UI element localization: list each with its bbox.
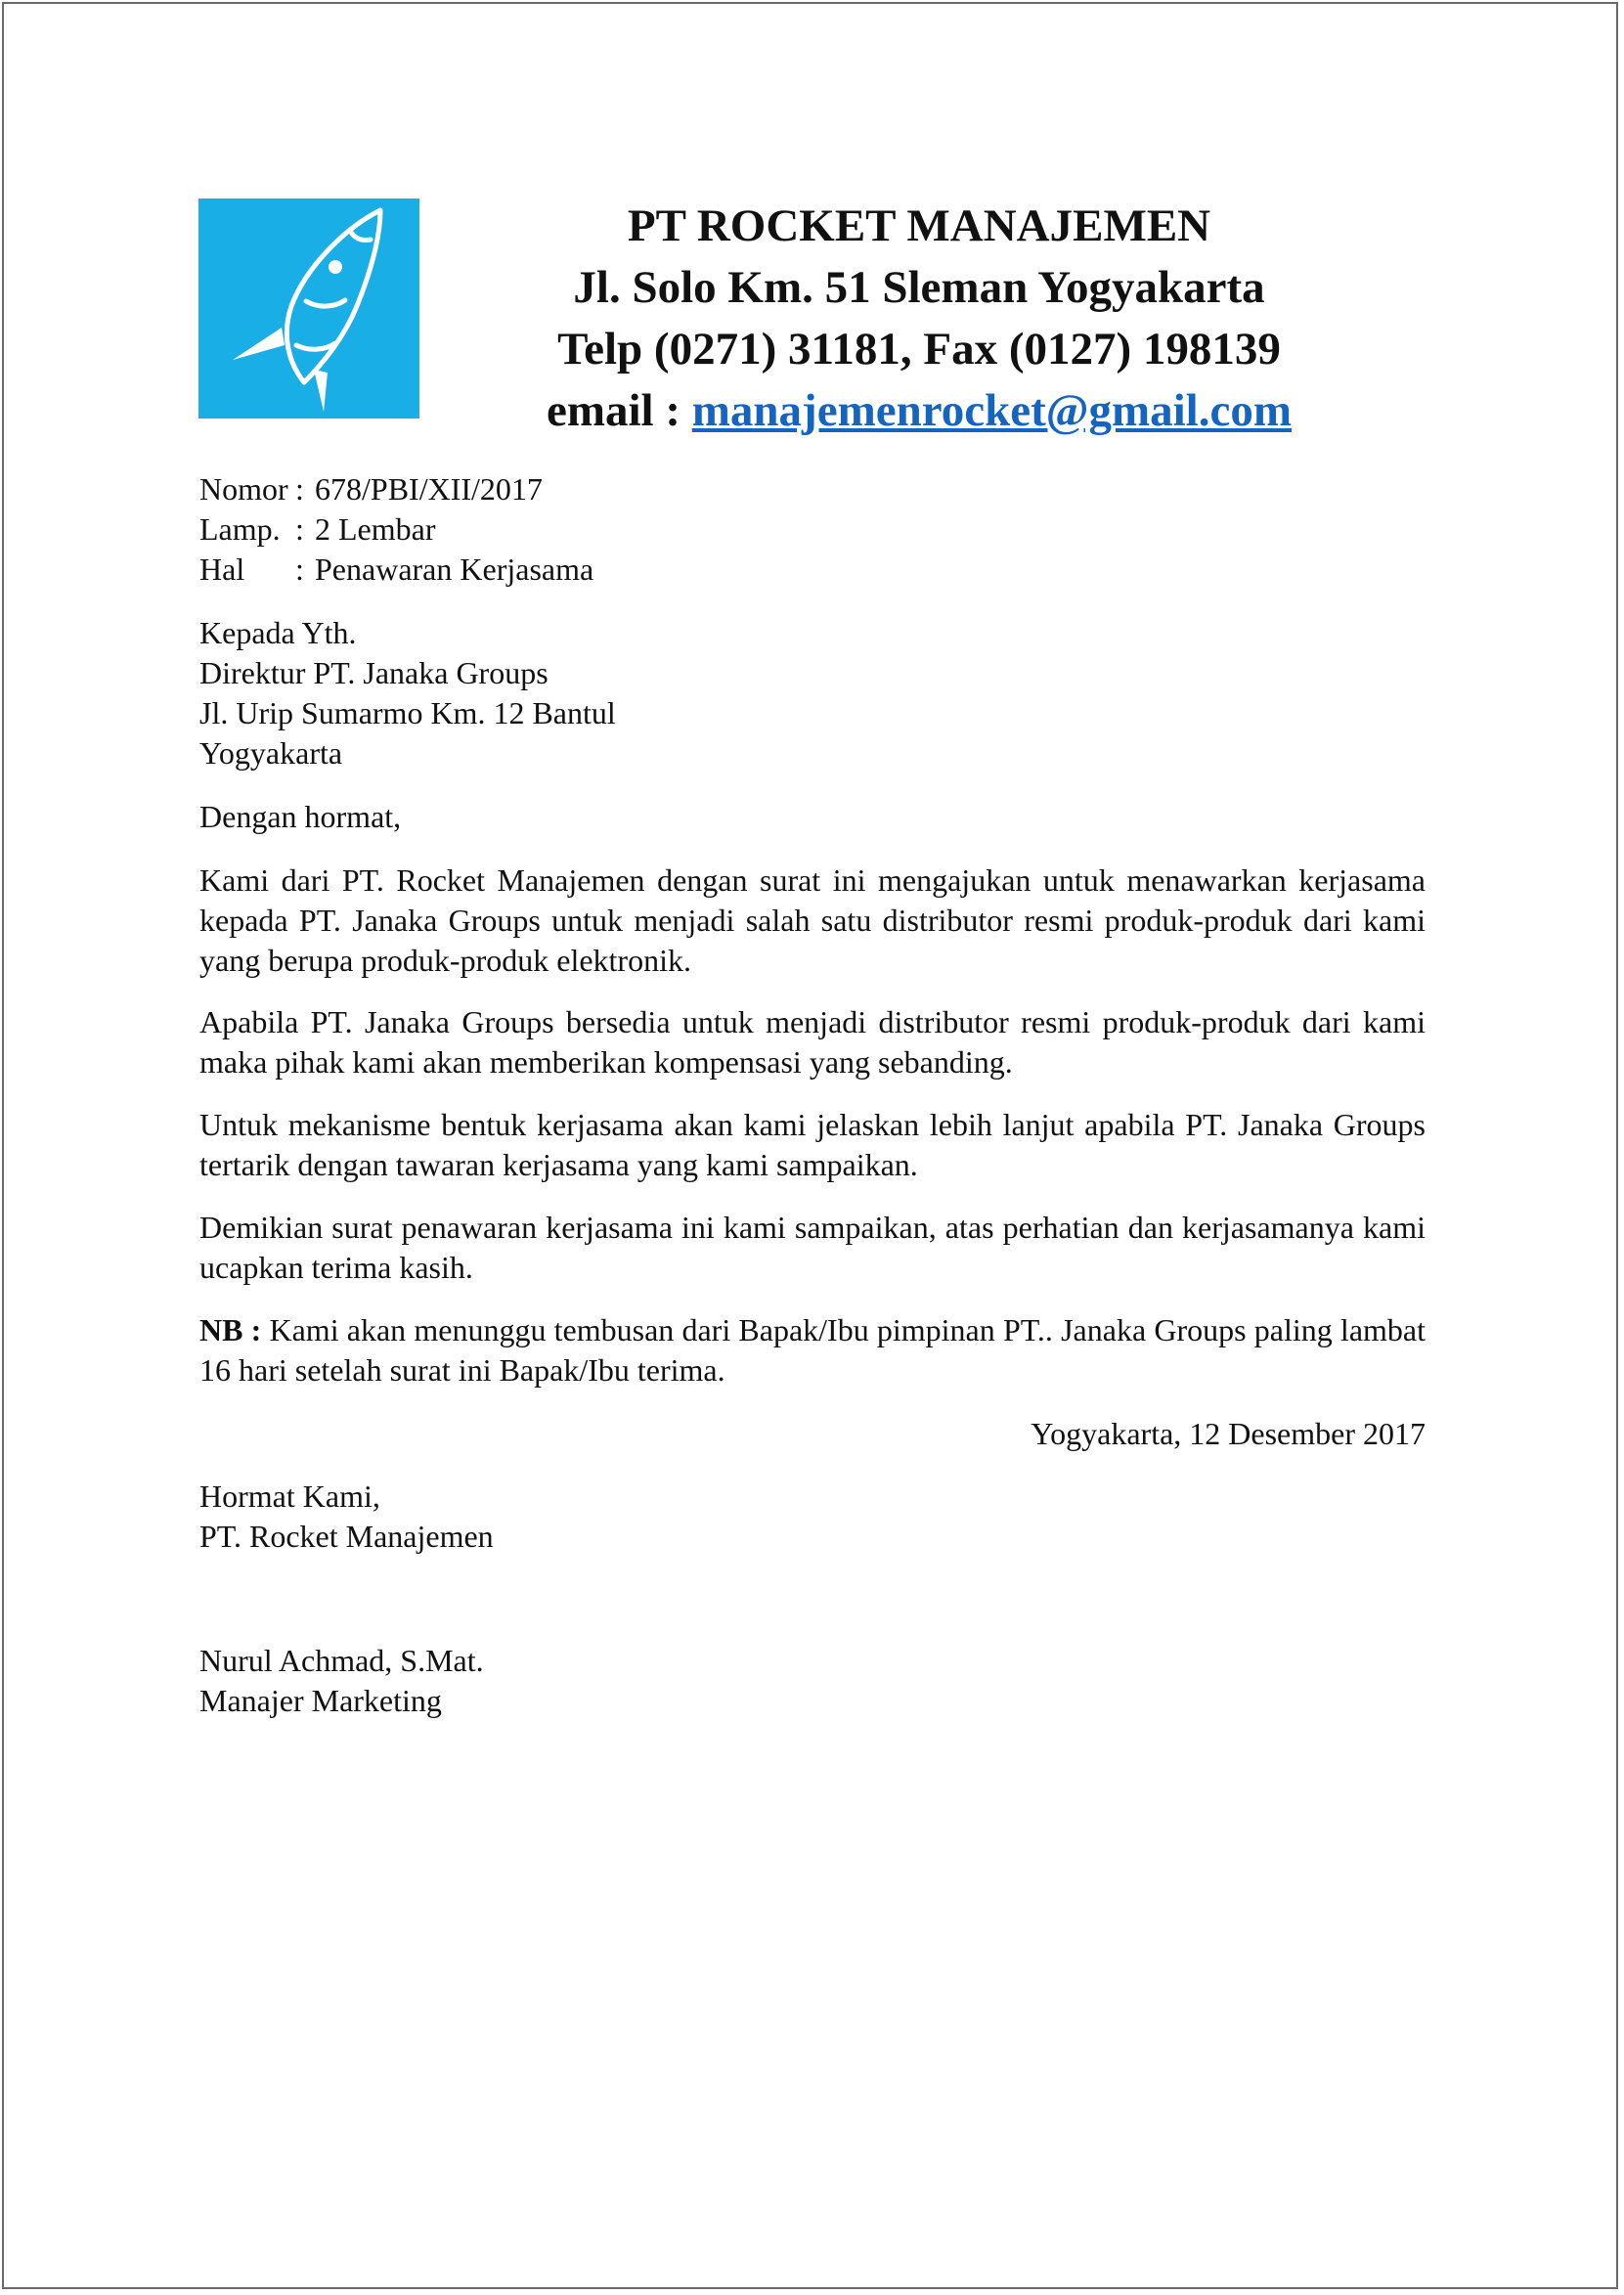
meta-value: 678/PBI/XII/2017 — [315, 471, 543, 507]
date-line: Yogyakarta, 12 Desember 2017 — [1031, 1416, 1426, 1451]
recipient-line: Kepada Yth. — [199, 615, 357, 650]
recipient-line: Yogyakarta — [199, 735, 343, 771]
signatory-title: Manajer Marketing — [199, 1683, 442, 1718]
company-name: PT ROCKET MANAJEMEN — [627, 200, 1211, 251]
closing-block — [199, 1477, 1426, 1557]
paragraph-3: Untuk mekanisme bentuk kerjasama akan kami jelaskan lebih lanjut apabila PT. Janaka Groups tertarik dengan tawaran kerjasama yang kami sampaikan. — [199, 1107, 1426, 1182]
rocket-icon — [198, 199, 419, 419]
letterhead — [430, 196, 1408, 442]
meta-label: Hal — [199, 552, 245, 587]
company-address: Jl. Solo Km. 51 Sleman Yogyakarta — [573, 262, 1265, 313]
nb-label: NB : — [199, 1312, 262, 1347]
recipient-line: Direktur PT. Janaka Groups — [199, 655, 549, 690]
recipient-block — [199, 613, 1426, 773]
letter-meta — [199, 469, 1426, 590]
email-label: email : — [546, 385, 692, 436]
meta-colon: : — [295, 552, 304, 587]
closing-company: PT. Rocket Manajemen — [199, 1519, 494, 1554]
salutation: Dengan hormat, — [199, 799, 402, 834]
company-logo — [198, 199, 419, 419]
signatory-name: Nurul Achmad, S.Mat. — [199, 1643, 484, 1678]
company-phone-fax: Telp (0271) 31181, Fax (0127) 198139 — [557, 324, 1281, 375]
nb-text: Kami akan menunggu tembusan dari Bapak/Ibu pimpinan PT.. Janaka Groups paling lambat 16 hari setelah surat ini Bapak/Ibu terima. — [199, 1312, 1426, 1388]
meta-colon: : — [295, 471, 304, 507]
closing-line: Hormat Kami, — [199, 1479, 380, 1514]
email-link[interactable]: manajemenrocket@gmail.com — [691, 385, 1292, 436]
meta-colon: : — [295, 511, 304, 547]
meta-value: 2 Lembar — [315, 511, 436, 547]
nb-paragraph — [199, 1310, 1426, 1390]
recipient-line: Jl. Urip Sumarmo Km. 12 Bantul — [199, 695, 616, 730]
meta-label: Lamp. — [199, 511, 281, 547]
meta-value: Penawaran Kerjasama — [315, 552, 594, 587]
meta-row-nomor — [199, 469, 1426, 509]
meta-row-hal — [199, 550, 1426, 590]
signatory-block — [199, 1641, 1426, 1721]
meta-label: Nomor — [199, 471, 288, 507]
company-email-line — [430, 380, 1408, 442]
meta-row-lamp — [199, 509, 1426, 550]
paragraph-2: Apabila PT. Janaka Groups bersedia untuk menjadi distributor resmi produk-produk dari kami maka pihak kami akan memberikan kompensasi yang sebanding. — [199, 1004, 1426, 1080]
paragraph-4: Demikian surat penawaran kerjasama ini kami sampaikan, atas perhatian dan kerjasamanya kami ucapkan terima kasih. — [199, 1210, 1426, 1285]
paragraph-1: Kami dari PT. Rocket Manajemen dengan surat ini mengajukan untuk menawarkan kerjasama kepada PT. Janaka Groups untuk menjadi salah satu distributor resmi produk-produk dari kami yang berupa produk-produk elektronik. — [199, 862, 1426, 978]
